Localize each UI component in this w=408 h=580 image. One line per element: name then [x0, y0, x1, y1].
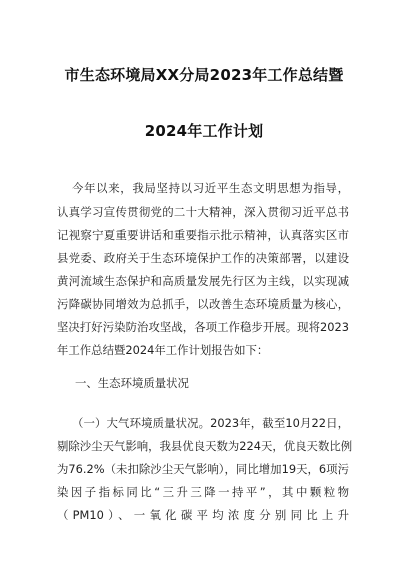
paragraph-line: 染因子指标同比“三升三降一持平”，其中颗粒物 [57, 485, 349, 499]
paragraph-line: 为76.2%（未扣除沙尘天气影响），同比增加19天，6项污 [57, 462, 349, 476]
paragraph-line: 污降碳协同增效为总抓手，以改善生态环境质量为核心， [57, 297, 349, 311]
paragraph-line: 记视察宁夏重要讲话和重要指示批示精神，认真落实区市 [57, 228, 349, 242]
paragraph-line: （PM10）、一氧化碳平均浓度分别同比上升 [57, 508, 349, 522]
paragraph-line: 今年以来，我局坚持以习近平生态文明思想为指导， [72, 181, 349, 195]
paragraph-line: 年工作总结暨2024年工作计划报告如下： [57, 343, 269, 357]
document-title-line-2: 2024年工作计划 [144, 122, 264, 140]
document-title-line-1: 市生态环境局XX分局2023年工作总结暨 [64, 66, 344, 84]
paragraph-line: 县党委、政府关于生态环境保护工作的决策部署，以建设 [57, 251, 349, 265]
paragraph-line: 剔除沙尘天气影响，我县优良天数为224天，优良天数比例 [57, 439, 353, 453]
paragraph-line: 认真学习宣传贯彻党的二十大精神，深入贯彻习近平总书 [57, 205, 349, 219]
paragraph-line: 坚决打好污染防治攻坚战，各项工作稳步开展。现将2023 [57, 320, 349, 334]
paragraph-line: （一）大气环境质量状况。2023年，截至10月22日， [72, 416, 349, 430]
paragraph-line: 黄河流域生态保护和高质量发展先行区为主线，以实现减 [57, 274, 349, 288]
section-heading: 一、生态环境质量状况 [75, 376, 189, 390]
